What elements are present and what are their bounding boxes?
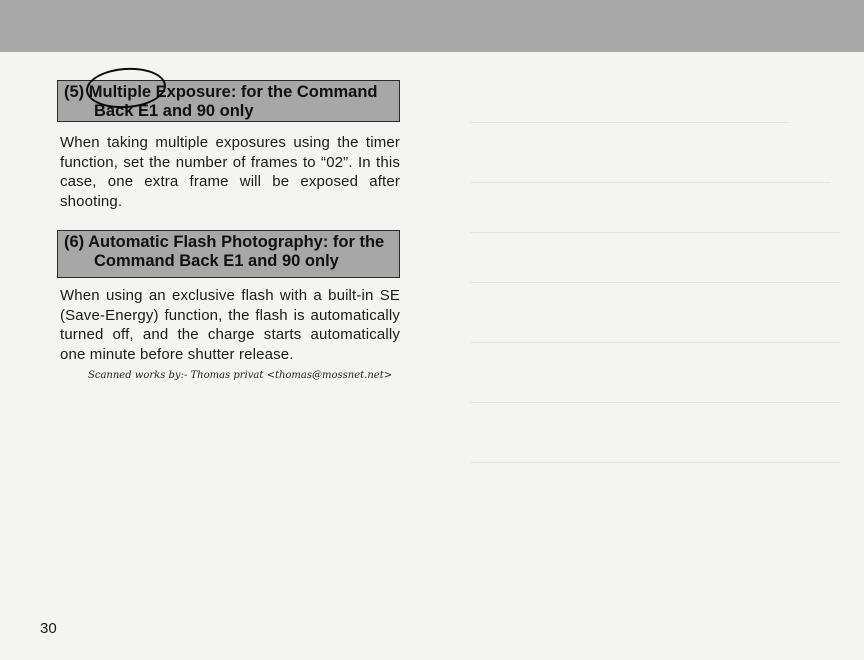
section-5-heading-line1: (5) Multiple Exposure: for the Command bbox=[64, 83, 378, 101]
scan-credit: Scanned works by:- Thomas privat <thomas@mossnet.net> bbox=[88, 370, 393, 381]
section-5-heading-line2: Back E1 and 90 only bbox=[94, 102, 254, 120]
section-6-body: When using an exclusive flash with a built-in SE (Save-Energy) function, the flash is automatically turned off, and the charge starts automatically one minute before shutter release. bbox=[60, 287, 400, 363]
top-gray-band bbox=[0, 0, 864, 52]
show-through-bleed bbox=[470, 80, 860, 520]
section-6-heading bbox=[57, 230, 400, 278]
section-6-heading-line1: (6) Automatic Flash Photography: for the bbox=[64, 233, 385, 251]
page-number: 30 bbox=[40, 620, 57, 637]
section-6-heading-line2: Command Back E1 and 90 only bbox=[94, 252, 339, 270]
section-5-body: When taking multiple exposures using the timer function, set the number of frames to “02”. In this case, one extra frame will be exposed after shooting. bbox=[60, 134, 400, 210]
